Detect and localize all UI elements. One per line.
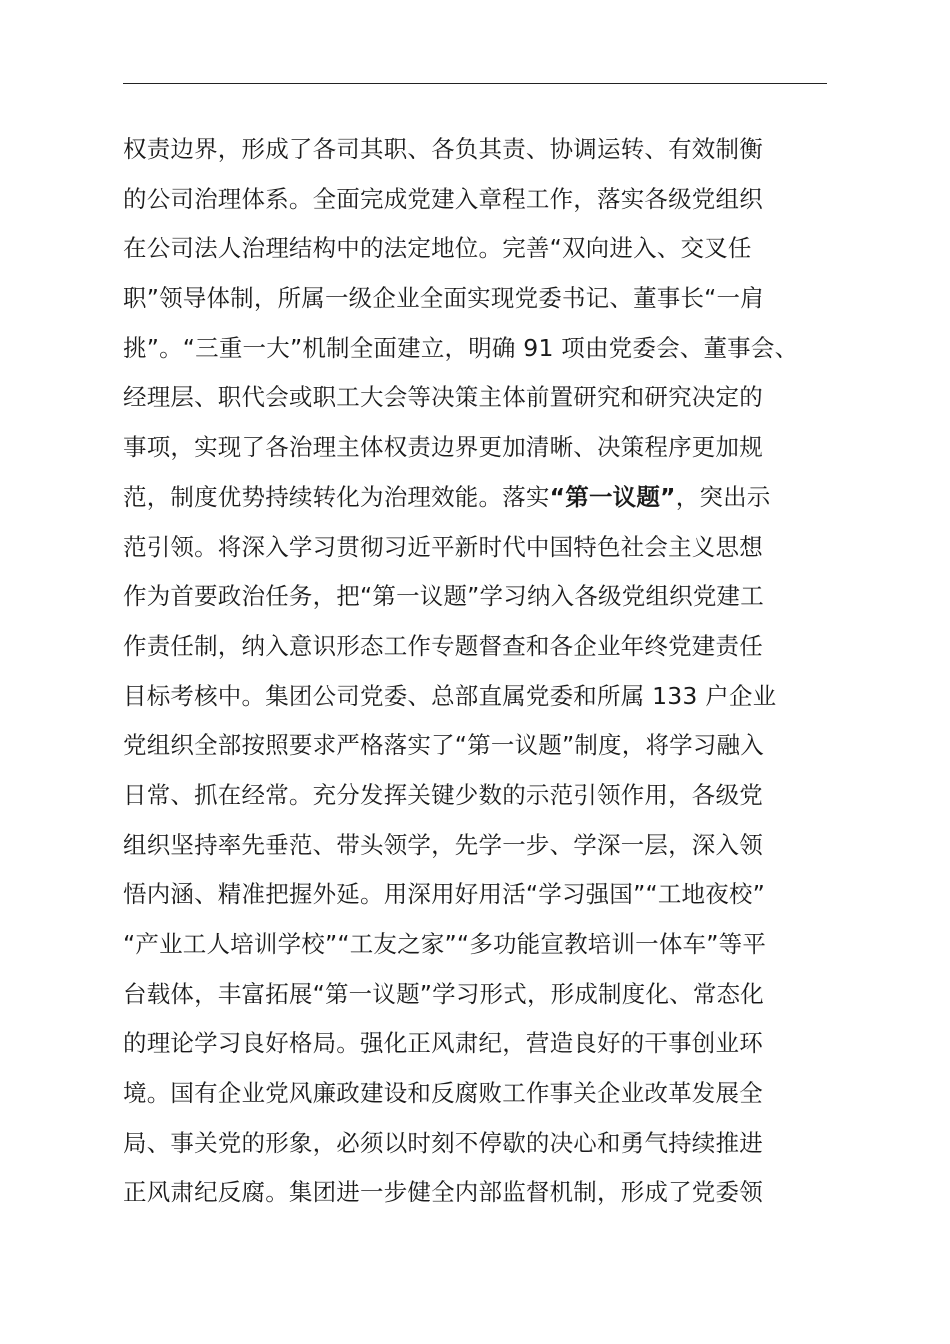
text-line: 的理论学习良好格局。强化正风肃纪，营造良好的干事创业环	[123, 1029, 763, 1058]
text-line: 挑”。“三重一大”机制全面建立，明确 91 项由党委会、董事会、	[123, 333, 799, 362]
text-line: 作责任制，纳入意识形态工作专题督查和各企业年终党建责任	[123, 631, 763, 660]
text-line-with-emphasis	[123, 473, 843, 523]
text-line: 悟内涵、精准把握外延。用深用好用活“学习强国”“工地夜校”	[123, 880, 765, 909]
text-line: 范引领。将深入学习贯彻习近平新时代中国特色社会主义思想	[123, 532, 763, 561]
text-line: 目标考核中。集团公司党委、总部直属党委和所属 133 户企业	[123, 681, 777, 710]
text-line: 经理层、职代会或职工大会等决策主体前置研究和研究决定的	[123, 383, 763, 412]
text-line: 职”领导体制，所属一级企业全面实现党委书记、董事长“一肩	[123, 284, 764, 313]
emphasis-text: “第一议题”	[549, 482, 676, 511]
text-line: 台载体，丰富拓展“第一议题”学习形式，形成制度化、常态化	[123, 979, 764, 1008]
text-line: 正风肃纪反腐。集团进一步健全内部监督机制，形成了党委领	[123, 1178, 763, 1207]
text-segment: ，突出示	[675, 482, 771, 511]
text-line: 组织坚持率先垂范、带头领学，先学一步、学深一层，深入领	[123, 830, 763, 859]
header-rule	[123, 83, 827, 84]
text-line: 的公司治理体系。全面完成党建入章程工作，落实各级党组织	[123, 184, 763, 213]
text-segment: 范，制度优势持续转化为治理效能。落实	[123, 482, 550, 511]
text-line: 权责边界，形成了各司其职、各负其责、协调运转、有效制衡	[123, 135, 763, 163]
text-line: 日常、抓在经常。充分发挥关键少数的示范引领作用，各级党	[123, 780, 763, 809]
text-line: 党组织全部按照要求严格落实了“第一议题”制度，将学习融入	[123, 731, 764, 760]
body-text	[123, 125, 843, 1218]
text-line: 在公司法人治理结构中的法定地位。完善“双向进入、交叉任	[123, 234, 752, 263]
text-line: “产业工人培训学校”“工友之家”“多功能宣教培训一体车”等平	[123, 930, 767, 958]
text-line: 局、事关党的形象，必须以时刻不停歇的决心和勇气持续推进	[123, 1128, 763, 1157]
text-line: 境。国有企业党风廉政建设和反腐败工作事关企业改革发展全	[123, 1079, 763, 1108]
text-line: 作为首要政治任务，把“第一议题”学习纳入各级党组织党建工	[123, 582, 764, 611]
text-line: 事项，实现了各治理主体权责边界更加清晰、决策程序更加规	[123, 433, 763, 462]
